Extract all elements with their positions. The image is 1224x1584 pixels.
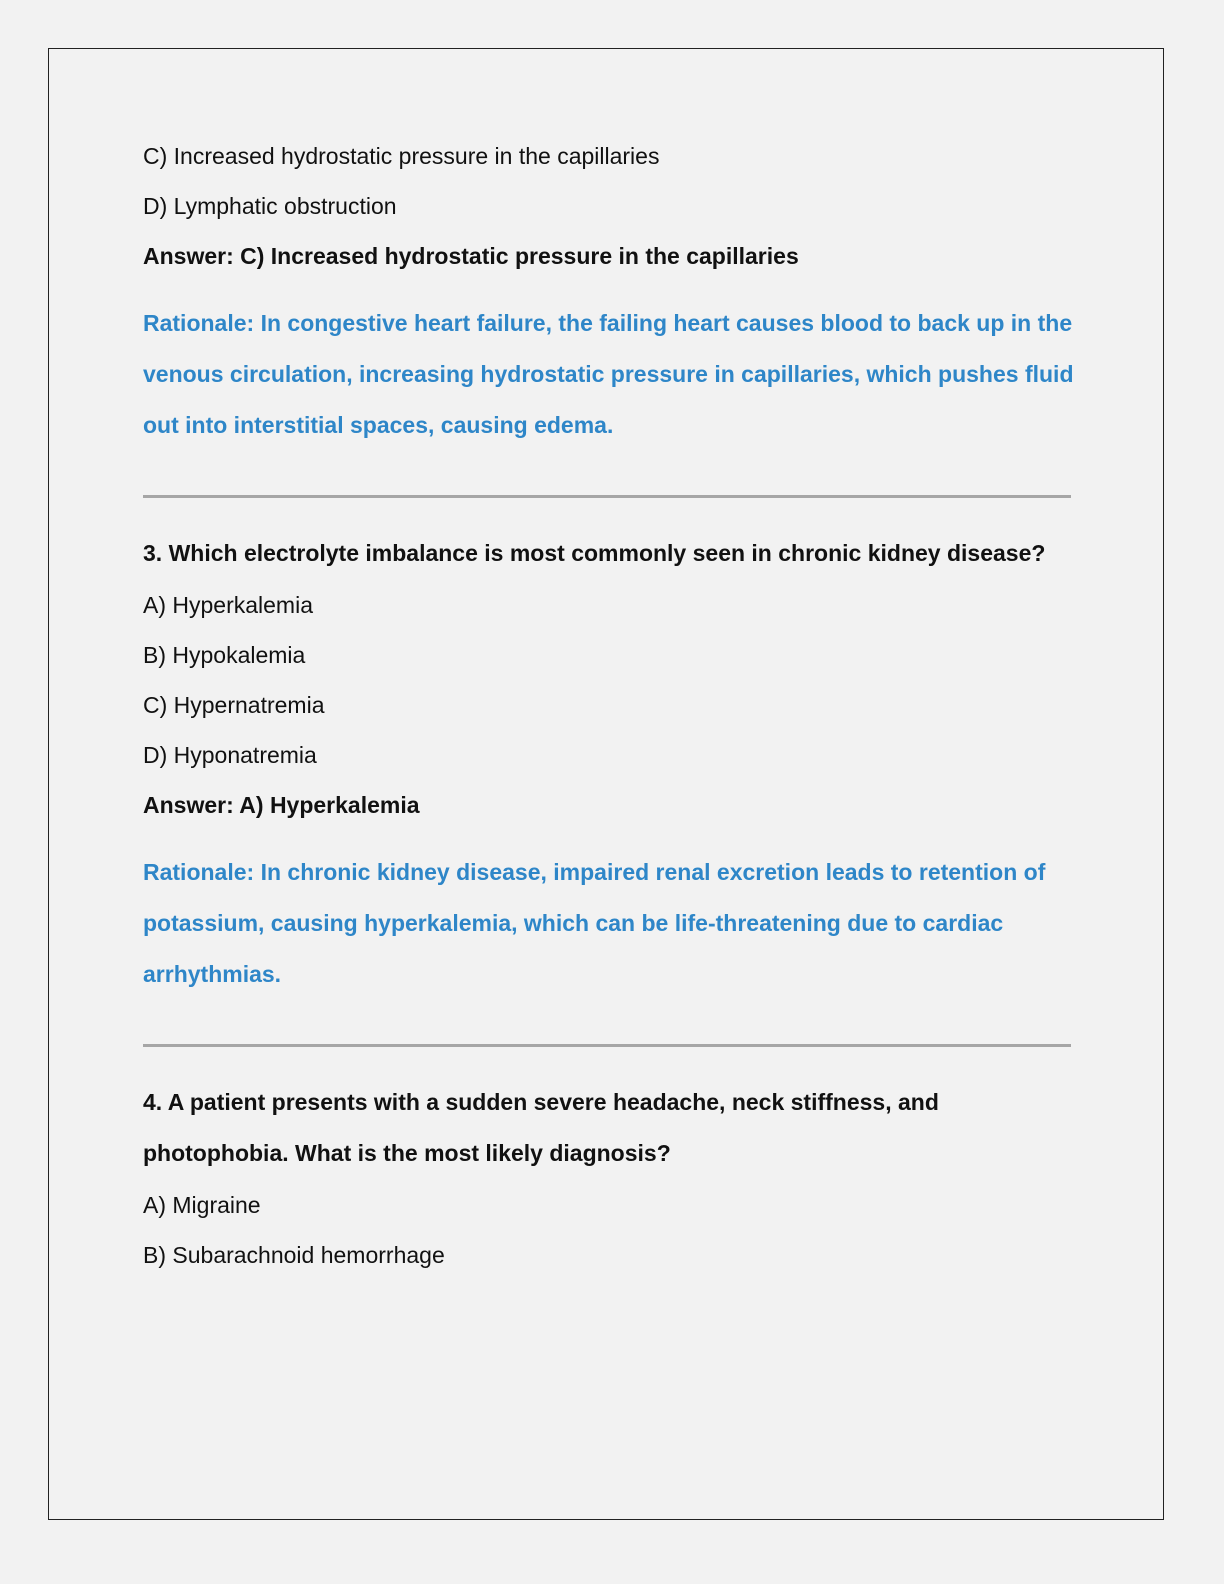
option-a: A) Migraine: [143, 1192, 261, 1218]
answer-text: Answer: C) Increased hydrostatic pressure in the capillaries: [143, 243, 799, 269]
page-content: [143, 140, 1083, 1289]
option-c: C) Increased hydrostatic pressure in the capillaries: [143, 143, 660, 169]
question-block-3: [143, 528, 1083, 1000]
question-block-4: [143, 1077, 1083, 1271]
question-block-2: [143, 140, 1083, 451]
option-b: B) Hypokalemia: [143, 642, 306, 668]
option-b: B) Subarachnoid hemorrhage: [143, 1242, 445, 1268]
question-text: 4. A patient presents with a sudden severe headache, neck stiffness, and photophobia. What is the most likely diagnosis?: [143, 1089, 939, 1166]
answer-text: Answer: A) Hyperkalemia: [143, 792, 420, 818]
option-a: A) Hyperkalemia: [143, 592, 313, 618]
rationale-text: Rationale: In congestive heart failure, the failing heart causes blood to back up in the venous circulation, increasing hydrostatic pressure in capillaries, which pushes fluid out into interstitial spaces, causing edema.: [143, 310, 1074, 438]
question-text: 3. Which electrolyte imbalance is most commonly seen in chronic kidney disease?: [143, 540, 1046, 566]
option-d: D) Lymphatic obstruction: [143, 193, 397, 219]
option-d: D) Hyponatremia: [143, 742, 317, 768]
section-divider: [143, 1044, 1071, 1047]
rationale-text: Rationale: In chronic kidney disease, impaired renal excretion leads to retention of potassium, causing hyperkalemia, which can be life-threatening due to cardiac arrhythmias.: [143, 859, 1046, 987]
option-c: C) Hypernatremia: [143, 692, 325, 718]
section-divider: [143, 495, 1071, 498]
